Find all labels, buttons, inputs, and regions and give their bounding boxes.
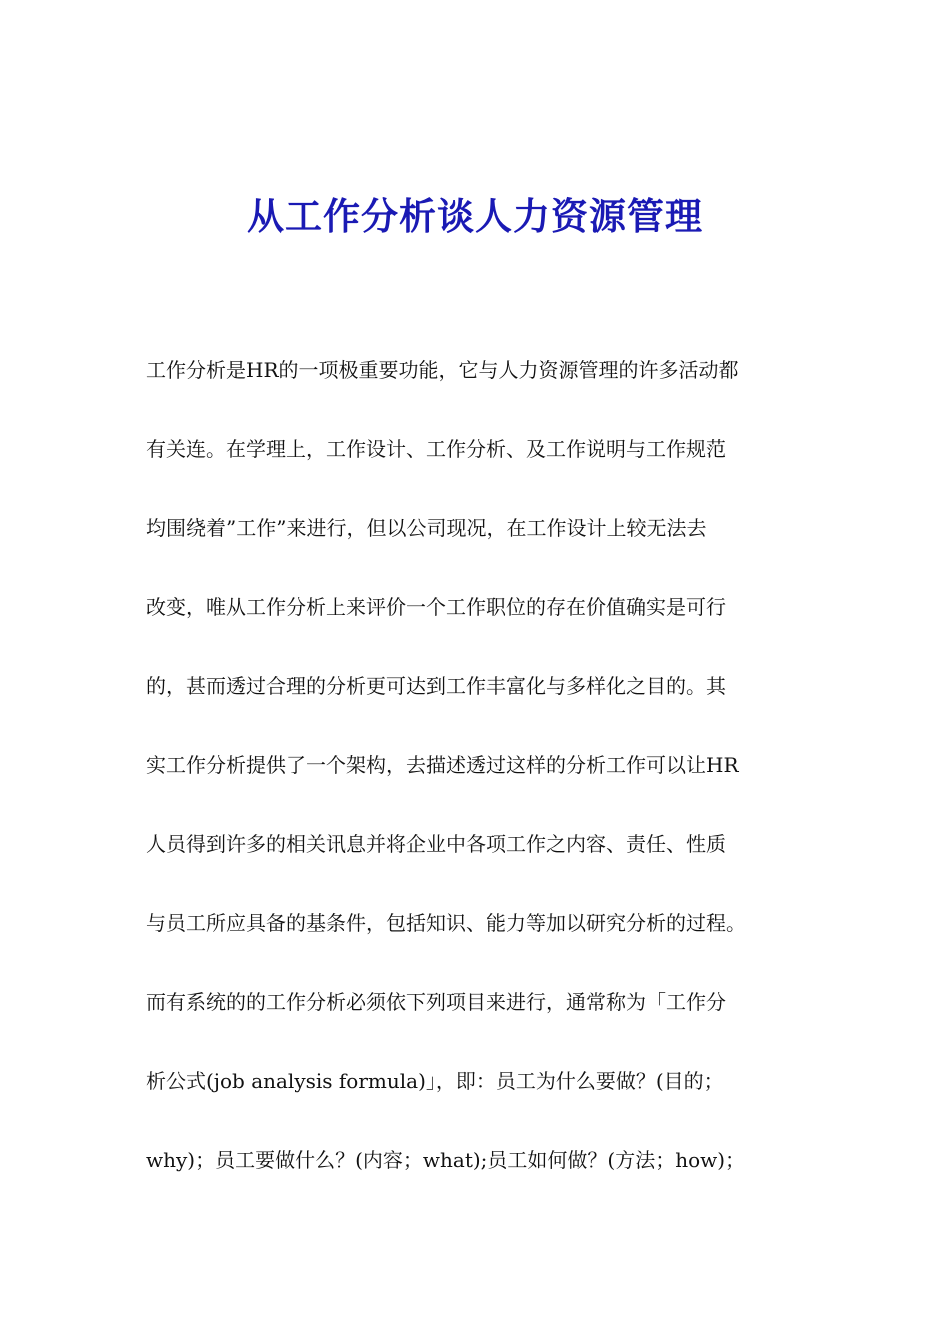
body-line: 均围绕着”工作”来进行，但以公司现况，在工作设计上较无法去 <box>146 516 707 540</box>
document-body <box>146 354 816 1223</box>
body-line: 人员得到许多的相关讯息并将企业中各项工作之内容、责任、性质 <box>146 832 726 856</box>
body-line: 析公式(job analysis formula)」，即：员工为什么要做？(目的； <box>146 1069 724 1093</box>
body-line: 改变，唯从工作分析上来评价一个工作职位的存在价值确实是可行 <box>146 595 726 619</box>
body-line: 的，甚而透过合理的分析更可达到工作丰富化与多样化之目的。其 <box>146 674 726 698</box>
body-line: 实工作分析提供了一个架构，去描述透过这样的分析工作可以让HR <box>146 753 739 777</box>
body-line: why)；员工要做什么？(内容；what);员工如何做？(方法；how)； <box>146 1148 746 1172</box>
body-line: 与员工所应具备的基条件，包括知识、能力等加以研究分析的过程。 <box>146 911 746 935</box>
document-title: 从工作分析谈人力资源管理 <box>247 194 703 238</box>
body-line: 工作分析是HR的一项极重要功能，它与人力资源管理的许多活动都 <box>146 358 739 382</box>
body-line: 而有系统的的工作分析必须依下列项目来进行，通常称为「工作分 <box>146 990 726 1014</box>
body-line: 有关连。在学理上，工作设计、工作分析、及工作说明与工作规范 <box>146 437 726 461</box>
